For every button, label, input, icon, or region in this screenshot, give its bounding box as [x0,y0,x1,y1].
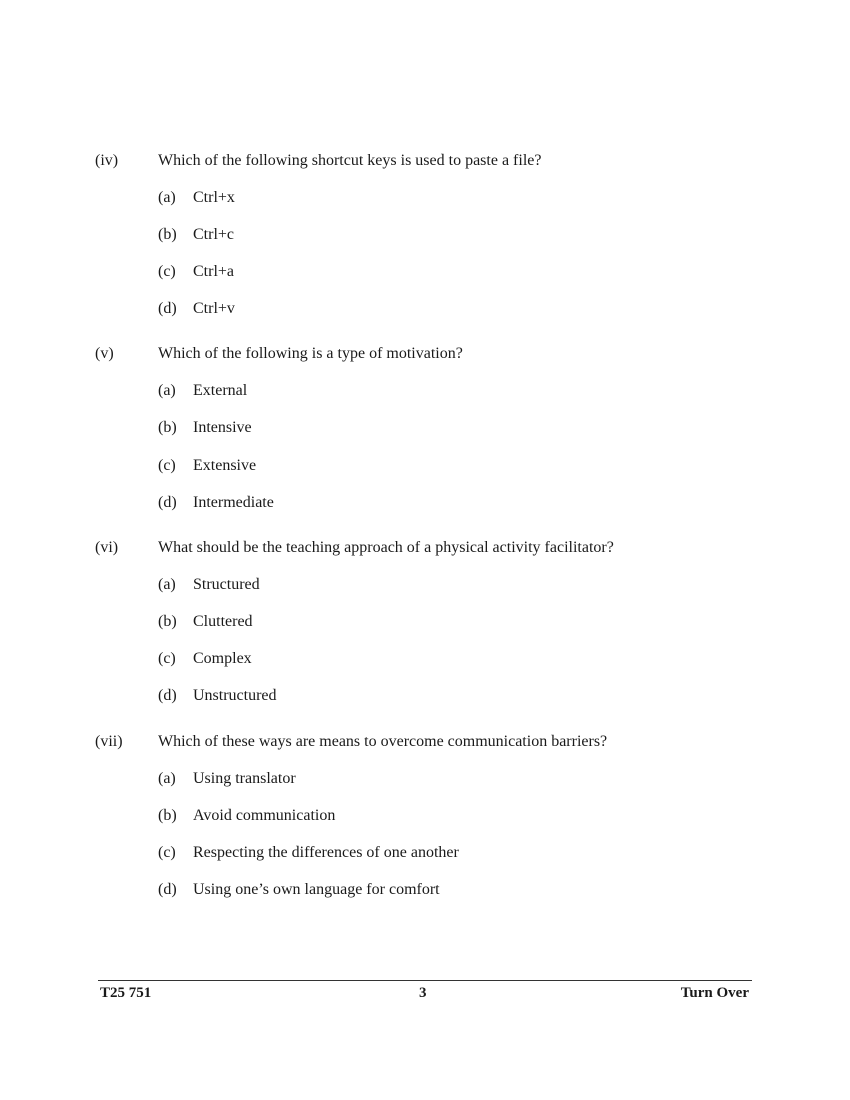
option-label: (a) [158,576,176,593]
option-label: (d) [158,300,177,317]
option-text: Ctrl+c [193,226,235,243]
question-number: (iv) [95,152,119,169]
option-label: (c) [158,457,176,474]
question-number: (v) [95,345,114,362]
question-number: (vi) [95,539,119,556]
option-text: Avoid communication [193,807,336,824]
option-text: Intermediate [193,494,274,511]
option-label: (b) [158,807,177,824]
option-text: Structured [193,576,260,593]
question-text: Which of the following is a type of motivation? [158,345,463,362]
option-text: Ctrl+a [193,263,235,280]
option-text: Using translator [193,770,296,787]
option-text: Ctrl+x [193,189,235,206]
paper-code: T25 751 [100,985,152,1001]
turn-over-label: Turn Over [680,985,749,1001]
option-label: (c) [158,844,176,861]
option-text: Complex [193,650,252,667]
option-text: Cluttered [193,613,253,630]
page-number: 3 [419,985,427,1001]
option-text: External [193,382,248,399]
question-text: What should be the teaching approach of a physical activity facilitator? [158,539,614,556]
option-text: Using one’s own language for comfort [193,881,440,898]
option-label: (d) [158,494,177,511]
option-label: (b) [158,419,177,436]
option-text: Extensive [193,457,257,474]
option-label: (b) [158,226,177,243]
option-text: Respecting the differences of one another [193,844,459,861]
option-text: Unstructured [193,687,277,704]
question-number: (vii) [95,733,123,750]
option-label: (a) [158,770,176,787]
question-text: Which of the following shortcut keys is used to paste a file? [158,152,542,169]
option-label: (c) [158,263,176,280]
option-label: (a) [158,189,176,206]
option-text: Ctrl+v [193,300,235,317]
option-label: (d) [158,687,177,704]
option-label: (a) [158,382,176,399]
option-label: (d) [158,881,177,898]
option-label: (c) [158,650,176,667]
option-text: Intensive [193,419,252,436]
option-label: (b) [158,613,177,630]
question-text: Which of these ways are means to overcome communication barriers? [158,733,608,750]
footer-divider [98,980,752,981]
